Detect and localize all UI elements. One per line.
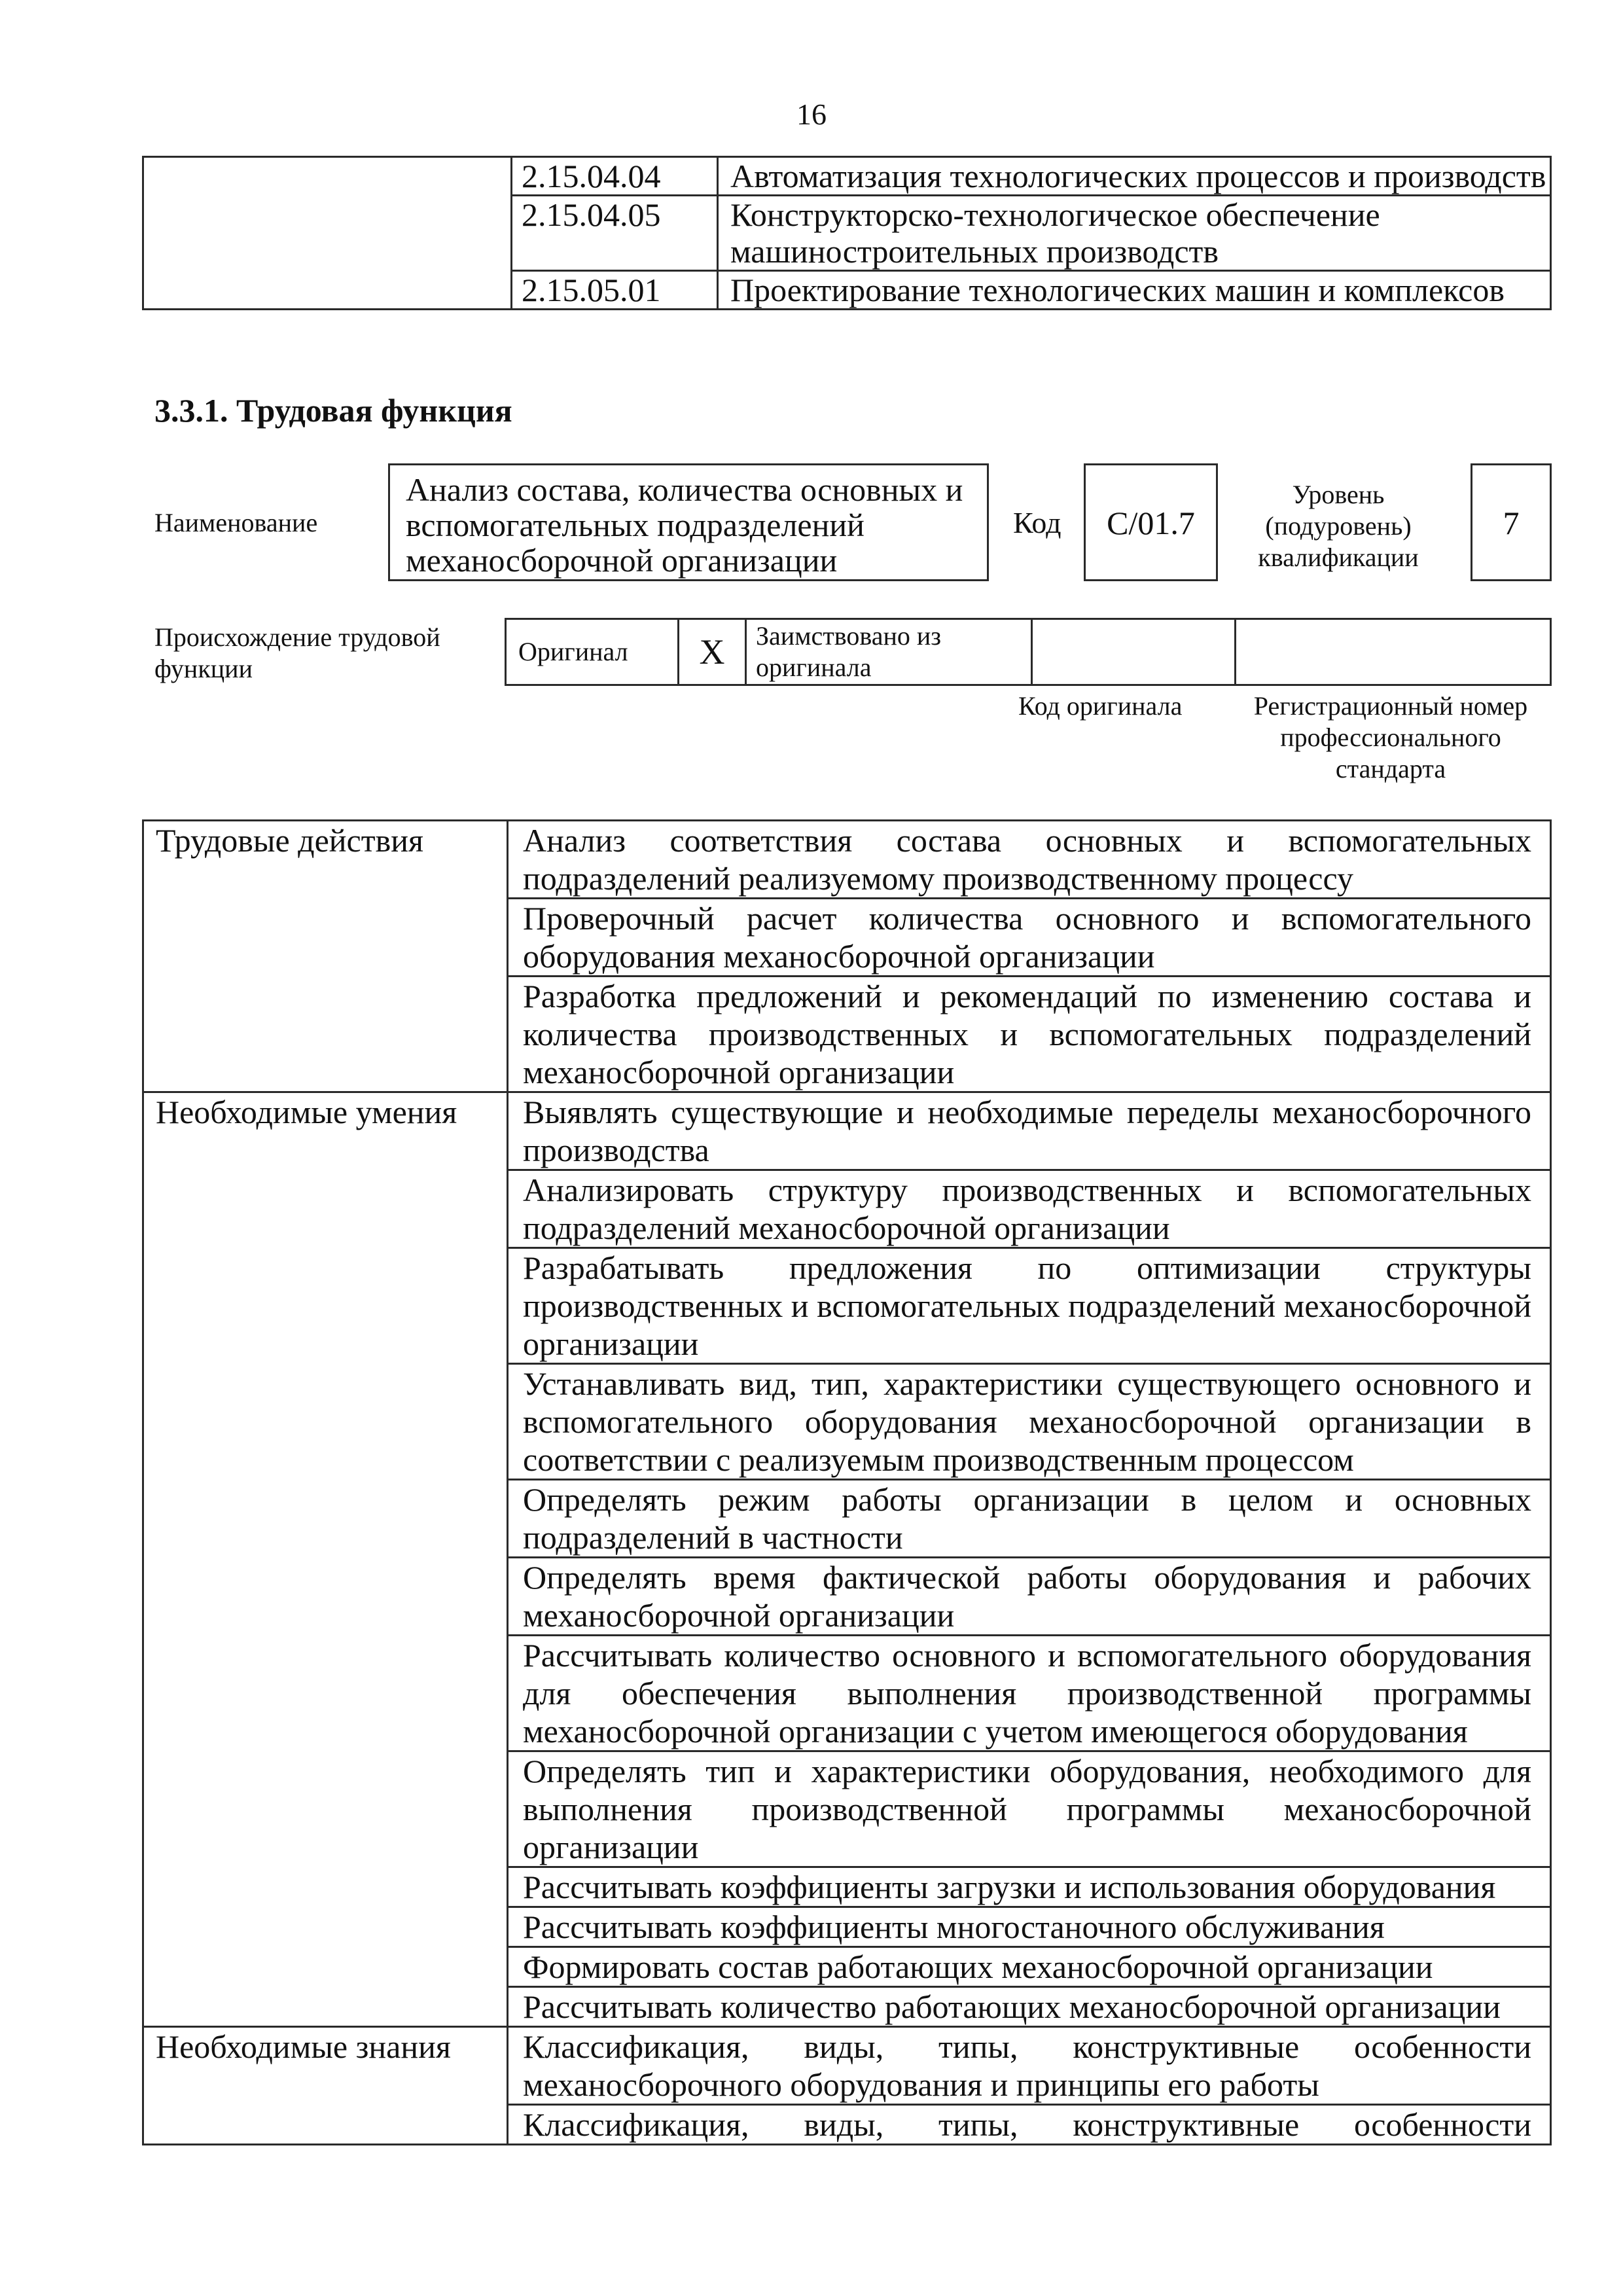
function-code-box: С/01.7 [1084, 463, 1218, 581]
original-cell: Оригинал [506, 619, 679, 685]
knowledge-item: Классификация, виды, типы, конструктивные особенности [508, 2105, 1551, 2145]
specialty-code: 2.15.04.04 [512, 157, 718, 196]
specialty-name: Автоматизация технологических процессов и производств [718, 157, 1551, 196]
labor-action-item: Проверочный расчет количества основного и вспомогательного оборудования механосборочной организации [508, 899, 1551, 977]
labor-action-item: Разработка предложений и рекомендаций по изменению состава и количества производственных и вспомогательных подразделений механосборочной организации [508, 977, 1551, 1092]
specialty-name: Проектирование технологических машин и комплексов [718, 271, 1551, 310]
skill-item: Определять тип и характеристики оборудования, необходимого для выполнения производственной программы механосборочной организации [508, 1751, 1551, 1867]
skill-item: Устанавливать вид, тип, характеристики существующего основного и вспомогательного оборудования механосборочной организации в соответствии с реализуемым производственным процессом [508, 1364, 1551, 1480]
category-label: Трудовые действия [143, 821, 508, 899]
page-number: 16 [796, 98, 827, 131]
labor-action-item: Анализ соответствия состава основных и вспомогательных подразделений реализуемому производственному процессу [508, 821, 1551, 899]
function-name-box: Анализ состава, количества основных и вспомогательных подразделений механосборочной организации [388, 463, 989, 581]
specialty-name: Конструкторско-технологическое обеспечение машиностроительных производств [718, 196, 1551, 271]
table-row [143, 157, 1551, 196]
level-label: Уровень (подуровень) квалификации [1258, 480, 1419, 572]
reg-number-label: Регистрационный номер профессионального стандарта [1253, 691, 1528, 783]
table-row [143, 977, 1551, 1092]
category-label: Необходимые умения [143, 1092, 508, 1170]
skill-item: Формировать состав работающих механосборочной организации [508, 1947, 1551, 1987]
category-label: Необходимые знания [143, 2027, 508, 2105]
skill-item: Рассчитывать коэффициенты загрузки и использования оборудования [508, 1867, 1551, 1907]
table-row [143, 1170, 1551, 1248]
table-row [143, 1867, 1551, 1907]
table-row [506, 619, 1551, 685]
knowledge-item: Классификация, виды, типы, конструктивные особенности механосборочного оборудования и принципы его работы [508, 2027, 1551, 2105]
origin-label: Происхождение трудовой функции [154, 622, 440, 683]
code-original-cell [1032, 619, 1236, 685]
original-mark: X [679, 619, 746, 685]
section-title: 3.3.1. Трудовая функция [154, 392, 512, 429]
labor-function-table [142, 819, 1552, 2145]
table-row [143, 1987, 1551, 2027]
table-row [143, 1248, 1551, 1364]
blank-cell [143, 157, 512, 310]
skill-item: Рассчитывать количество работающих механосборочной организации [508, 1987, 1551, 2027]
borrowed-cell: Заимствовано из оригинала [746, 619, 1032, 685]
table-row [143, 2027, 1551, 2105]
skill-item: Определять время фактической работы оборудования и рабочих механосборочной организации [508, 1558, 1551, 1636]
level-box: 7 [1471, 463, 1552, 581]
name-label: Наименование [154, 508, 318, 537]
skill-item: Анализировать структуру производственных и вспомогательных подразделений механосборочной организации [508, 1170, 1551, 1248]
table-row [143, 1480, 1551, 1558]
code-original-label: Код оригинала [1018, 691, 1183, 721]
table-row [143, 2105, 1551, 2145]
specialty-code: 2.15.04.05 [512, 196, 718, 271]
skill-item: Рассчитывать количество основного и вспомогательного оборудования для обеспечения выполнения производственной программы механосборочной организации с учетом имеющегося оборудования [508, 1636, 1551, 1751]
specialty-code: 2.15.05.01 [512, 271, 718, 310]
code-label: Код [1013, 506, 1061, 539]
table-row [143, 1364, 1551, 1480]
skill-item: Определять режим работы организации в целом и основных подразделений в частности [508, 1480, 1551, 1558]
table-row [143, 821, 1551, 899]
table-row [143, 1636, 1551, 1751]
skill-item: Разрабатывать предложения по оптимизации структуры производственных и вспомогательных подразделений механосборочной организации [508, 1248, 1551, 1364]
table-row [143, 1092, 1551, 1170]
table-row [143, 1947, 1551, 1987]
reg-number-cell [1236, 619, 1551, 685]
specialties-table [142, 156, 1552, 310]
origin-table [505, 618, 1552, 686]
table-row [143, 899, 1551, 977]
table-row [143, 1907, 1551, 1947]
table-row [143, 1751, 1551, 1867]
skill-item: Рассчитывать коэффициенты многостаночного обслуживания [508, 1907, 1551, 1947]
table-row [143, 1558, 1551, 1636]
skill-item: Выявлять существующие и необходимые переделы механосборочного производства [508, 1092, 1551, 1170]
